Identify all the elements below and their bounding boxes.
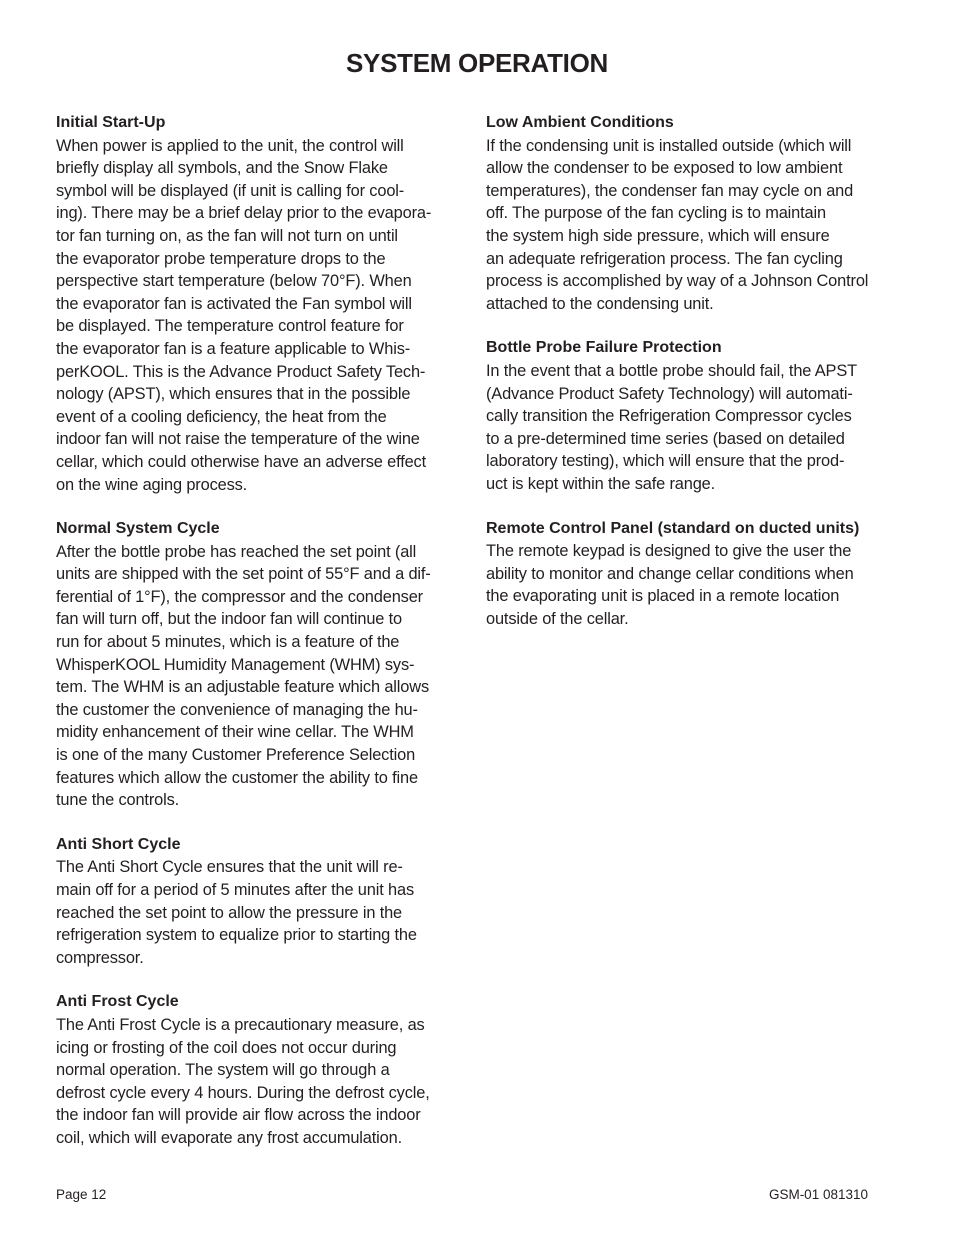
section-normal-system-cycle bbox=[56, 518, 470, 812]
section-heading: Bottle Probe Failure Protection bbox=[486, 339, 722, 357]
body-text-line: off. The purpose of the fan cycling is to maintain bbox=[486, 204, 826, 223]
body-text-line: allow the condenser to be exposed to low ambient bbox=[486, 159, 843, 178]
body-text-line: indoor fan will not raise the temperature of the wine bbox=[56, 430, 420, 449]
body-text-line: After the bottle probe has reached the set point (all bbox=[56, 542, 417, 561]
body-text-line: temperatures), the condenser fan may cycle on and bbox=[486, 181, 854, 200]
body-text-line: The Anti Frost Cycle is a precautionary measure, as bbox=[56, 1015, 425, 1034]
section-heading: Remote Control Panel (standard on ducted units) bbox=[486, 519, 860, 537]
body-text-line: symbol will be displayed (if unit is calling for cool- bbox=[56, 181, 405, 200]
section-heading: Normal System Cycle bbox=[56, 520, 220, 538]
page-title: SYSTEM OPERATION bbox=[346, 48, 608, 78]
body-text-line: on the wine aging process. bbox=[56, 475, 248, 494]
body-text-line: coil, which will evaporate any frost accumulation. bbox=[56, 1128, 402, 1147]
body-text-line: normal operation. The system will go through a bbox=[56, 1061, 390, 1080]
body-text-line: cally transition the Refrigeration Compressor cycles bbox=[486, 407, 852, 426]
body-text-line: When power is applied to the unit, the control will bbox=[56, 136, 404, 155]
body-text-line: WhisperKOOL Humidity Management (WHM) sys- bbox=[56, 655, 415, 674]
body-text-line: fan will turn off, but the indoor fan will continue to bbox=[56, 610, 403, 629]
section-body bbox=[56, 541, 470, 812]
body-text-line: the evaporating unit is placed in a remote location bbox=[486, 587, 840, 606]
body-text-line: attached to the condensing unit. bbox=[486, 294, 714, 313]
section-heading: Anti Short Cycle bbox=[56, 835, 181, 853]
section-anti-frost-cycle bbox=[56, 991, 470, 1149]
body-text-line: be displayed. The temperature control feature for bbox=[56, 317, 404, 336]
document-code: GSM-01 081310 bbox=[768, 1187, 868, 1202]
body-text-line: The Anti Short Cycle ensures that the unit will re- bbox=[56, 858, 403, 877]
body-text-line: the evaporator fan is activated the Fan symbol will bbox=[56, 294, 412, 313]
section-low-ambient-conditions bbox=[486, 112, 900, 315]
body-text-line: reached the set point to allow the pressure in the bbox=[56, 903, 403, 922]
body-text-line: laboratory testing), which will ensure that the prod- bbox=[486, 452, 845, 471]
section-body bbox=[56, 856, 470, 969]
body-text-line: cellar, which could otherwise have an adverse effect bbox=[56, 452, 427, 471]
section-body bbox=[56, 135, 470, 497]
body-text-line: the evaporator probe temperature drops to the bbox=[56, 249, 386, 268]
section-heading: Anti Frost Cycle bbox=[56, 993, 179, 1011]
body-text-line: main off for a period of 5 minutes after the unit has bbox=[56, 881, 415, 899]
body-text-line: the evaporator fan is a feature applicable to Whis- bbox=[56, 339, 411, 358]
body-text-line: tor fan turning on, as the fan will not turn on until bbox=[56, 226, 398, 245]
body-text-line: The remote keypad is designed to give the user the bbox=[486, 542, 852, 561]
section-anti-short-cycle bbox=[56, 834, 470, 970]
section-remote-control-panel bbox=[486, 518, 900, 631]
body-text-line: uct is kept within the safe range. bbox=[486, 474, 716, 493]
section-body bbox=[486, 360, 900, 496]
body-text-line: defrost cycle every 4 hours. During the defrost cycle, bbox=[56, 1083, 430, 1102]
section-heading: Low Ambient Conditions bbox=[486, 114, 674, 131]
body-text-line: to a pre-determined time series (based on detailed bbox=[486, 429, 845, 448]
body-text-line: nology (APST), which ensures that in the possible bbox=[56, 385, 411, 404]
body-text-line: tem. The WHM is an adjustable feature which allows bbox=[56, 678, 429, 697]
body-text-line: the system high side pressure, which will ensure bbox=[486, 226, 830, 245]
body-text-line: ability to monitor and change cellar conditions when bbox=[486, 564, 854, 583]
body-text-line: the customer the convenience of managing the hu- bbox=[56, 700, 418, 719]
body-text-line: refrigeration system to equalize prior to starting the bbox=[56, 926, 417, 945]
body-text-line: In the event that a bottle probe should fail, the APST bbox=[486, 361, 857, 380]
section-bottle-probe-failure-protection bbox=[486, 337, 900, 495]
body-text-line: briefly display all symbols, and the Snow Flake bbox=[56, 159, 388, 178]
body-text-line: If the condensing unit is installed outside (which will bbox=[486, 136, 852, 155]
body-text-line: ing). There may be a brief delay prior to the evapora- bbox=[56, 204, 432, 223]
body-text-line: units are shipped with the set point of 55°F and a dif- bbox=[56, 565, 431, 584]
body-text-line: event of a cooling deficiency, the heat from the bbox=[56, 407, 387, 426]
section-body bbox=[486, 540, 900, 630]
page-number: Page 12 bbox=[56, 1187, 107, 1202]
body-text-line: tune the controls. bbox=[56, 791, 180, 810]
body-text-line: midity enhancement of their wine cellar. The WHM bbox=[56, 723, 414, 742]
body-text-line: process is accomplished by way of a Johnson Control bbox=[486, 272, 869, 291]
body-text-line: outside of the cellar. bbox=[486, 609, 629, 628]
body-text-line: perKOOL. This is the Advance Product Safety Tech- bbox=[56, 362, 426, 381]
section-body bbox=[486, 135, 900, 316]
body-text-line: an adequate refrigeration process. The fan cycling bbox=[486, 249, 843, 268]
body-text-line: ferential of 1°F), the compressor and the condenser bbox=[56, 587, 423, 606]
body-text-line: icing or frosting of the coil does not occur during bbox=[56, 1038, 397, 1057]
body-text-line: run for about 5 minutes, which is a feature of the bbox=[56, 633, 400, 652]
section-body bbox=[56, 1014, 470, 1150]
body-text-line: the indoor fan will provide air flow across the indoor bbox=[56, 1106, 421, 1125]
section-initial-start-up bbox=[56, 112, 470, 496]
right-column bbox=[486, 112, 900, 652]
section-heading: Initial Start-Up bbox=[56, 114, 166, 131]
body-text-line: compressor. bbox=[56, 948, 144, 967]
body-text-line: (Advance Product Safety Technology) will automati- bbox=[486, 384, 853, 403]
left-column bbox=[56, 112, 470, 1172]
body-text-line: features which allow the customer the ability to fine bbox=[56, 768, 418, 787]
body-text-line: perspective start temperature (below 70°F). When bbox=[56, 272, 412, 291]
body-text-line: is one of the many Customer Preference Selection bbox=[56, 746, 416, 765]
